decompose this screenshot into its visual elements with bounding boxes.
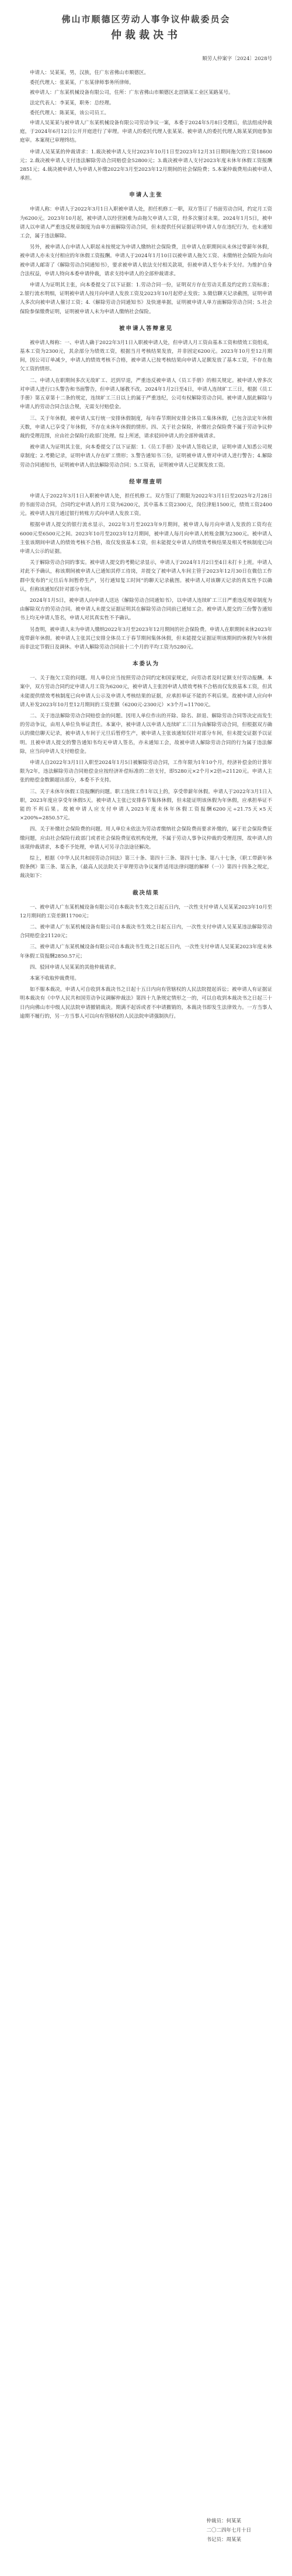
section-heading-defense: 被申请人答辩意见 xyxy=(119,325,173,332)
claims-paragraph: 申请人吴某某的仲裁请求：1.裁决被申请人支付2023年10月1日至2023年12月31日期间拖欠的工资18600元；2.裁决被申请人支付违法解除劳动合同赔偿金52800元；3.裁决被申请人支付2023年度未休年休假工资报酬2851元；4.裁决被申请人为申请人补缴2022年3月至2023年12月期间的社会保险费；5.本案仲裁费用由被申请人承担。 xyxy=(20,149,272,182)
parties-block xyxy=(20,69,272,118)
signature-block xyxy=(206,2517,251,2545)
defense-text: 被申请人辩称：一、申请人确于2022年3月1日入职被申请人处，但申请人月工资由基本工资和绩效工资组成，基本工资为2300元，其余部分为绩效工资，根据当月考核结果发放，并非固定6200元。2023年10月至12月期间，因公司订单减少，申请人的绩效考核不合格，被申请人已按考核结果向申请人足额发放了基本工资，不存在拖欠工资的情形。 xyxy=(20,339,272,373)
case-number: 顺劳人仲案字〔2024〕2028号 xyxy=(202,56,272,62)
facts-text: 关于解除劳动合同的事实。被申请人提交的考勤记录显示，申请人于2024年1月2日至4日未打卡上班。申请人对此不予确认，称该期间被申请人已通知其停工待岗，并提交了被申请人车间主管于2023年12月30日在微信工作群中发布的“元旦后车间暂停生产，另行通知复工时间”的聊天记录截图。被申请人对该聊天记录的真实性予以确认，但称该通知仅针对部分车间。 xyxy=(20,560,272,593)
defense-text: 被申请人为证明其主张，向本委提交了以下证据：1.《员工手册》及申请人签收记录，证明申请人知悉公司规章制度；2.考勤记录，证明申请人存在旷工情形；3.警告通知书三份，证明被申请人曾对申请人进行警告；4.解除劳动合同通知书，证明被申请人依法解除劳动合同；5.工资表，证明被申请人已足额发放工资。 xyxy=(20,444,272,468)
commission-title: 佛山市顺德区劳动人事争议仲裁委员会 xyxy=(61,14,231,24)
section-heading-opinion: 本委认为 xyxy=(132,661,159,668)
section-heading-ruling: 裁决结果 xyxy=(132,889,159,896)
ruling-item: 一、被申请人广东某机械设备有限公司自本裁决书生效之日起五日内，一次性支付申请人吴某某2023年10月至12月期间的工资差额11700元； xyxy=(20,904,272,919)
party-respondent: 被申请人：广东某机械设备有限公司，住所：广东省佛山市顺德区北滘镇某工业区某路某号。 xyxy=(30,90,234,96)
intro-paragraph: 申请人吴某某与被申请人广东某机械设备有限公司劳动争议一案，本委于2024年5月8日受理后，依法组成仲裁庭，于2024年6月12日公开开庭进行了审理。申请人的委托代理人张某某、被申请人的委托代理人陈某某到庭参加庭审。本案现已审理终结。 xyxy=(20,120,272,144)
party-applicant: 申请人：吴某某，男，汉族，住广东省佛山市顺德区。 xyxy=(30,70,150,76)
opinion-text: 一、关于拖欠工资的问题。用人单位应当按照劳动合同约定和国家规定，向劳动者及时足额支付劳动报酬。本案中，双方劳动合同约定申请人月工资为6200元，被申请人主张因申请人绩效考核不合格而仅发放基本工资，但其未能提供绩效考核制度已向申请人公示及申请人考核结果的证据，应承担举证不能的不利后果。故被申请人应向申请人补发2023年10月至12月期间的工资差额（6200元-2300元）×3个月=11700元。 xyxy=(20,675,272,708)
opinion-text: 三、关于未休年休假工资报酬的问题。职工连续工作1年以上的，享受带薪年休假。申请人于2022年3月1日入职，2023年度应享受年休假5天。被申请人主张已安排春节集体休假，但未能证明该休假为年休假，应承担举证不能的不利后果。故被申请人应支付申请人2023年度未休年休假工资报酬6200元÷21.75天×5天×200%=2850.57元。 xyxy=(20,788,272,822)
ruling-item: 二、被申请人广东某机械设备有限公司自本裁决书生效之日起五日内，一次性支付申请人吴某某违法解除劳动合同赔偿金21120元； xyxy=(20,924,272,940)
facts-text: 申请人于2022年3月1日入职被申请人处，担任机修工。双方签订了期限为2022年3月1日至2025年2月28日的书面劳动合同，合同约定申请人的月工资为6200元，其中基本工资2300元，岗位津贴1500元，绩效工资2400元。被申请人按月通过银行转账方式向申请人发放工资。 xyxy=(20,493,272,517)
facts-text: 根据申请人提交的银行流水显示，2022年3月至2023年9月期间，被申请人每月向申请人发放的工资均在6000元至6500元之间。2023年10月至2023年12月期间，被申请人每月向申请人转账金额为2300元。被申请人主张该期间申请人的绩效考核不合格，故仅发放基本工资，但未能提交申请人的绩效考核结果及相关考核制度已向申请人公示的证据。 xyxy=(20,522,272,555)
ruling-item: 四、驳回申请人吴某某的其他仲裁请求。 xyxy=(30,964,120,970)
section-heading-claims: 申请人主张 xyxy=(129,192,163,199)
claims-text: 申请人称：申请人于2022年3月1日入职被申请人处，担任机修工一职，双方签订了书面劳动合同，约定月工资为6200元。2023年10月起，被申请人以经营困难为由拖欠申请人工资，经多次催讨未果。2024年1月5日，被申请人以申请人严重违反规章制度为由单方面解除劳动合同，但未提供任何证据证明申请人存在违纪行为，也未通知工会，属于违法解除。 xyxy=(20,206,272,240)
party-applicant-agent: 委托代理人：张某某，广东某律师事务所律师。 xyxy=(30,80,134,86)
claims-text: 另外，被申请人自申请人入职起未按规定为申请人缴纳社会保险费，且申请人在职期间从未休过带薪年休假，被申请人亦未支付相应的年休假工资报酬。申请人于2024年1月10日以被申请人拖欠工资、未缴纳社会保险为由向被申请人邮寄了《解除劳动合同通知书》，要求被申请人依法支付相关款项，但被申请人至今未予支付。为维护自身合法权益，申请人特向本委申请仲裁，请求支持申请人的全部仲裁请求。 xyxy=(20,244,272,277)
facts-text: 2024年1月5日，被申请人向申请人送达《解除劳动合同通知书》，以申请人连续旷工三日严重违反规章制度为由解除双方的劳动合同。被申请人未提交证据证明其在解除劳动合同前已通知工会。被申请人提交的三份警告通知书上均无申请人签名，申请人对其真实性不予确认。 xyxy=(20,597,272,622)
opinion-text: 二、关于违法解除劳动合同赔偿金的问题。因用人单位作出的开除、除名、辞退、解除劳动合同等决定而发生的劳动争议，由用人单位负举证责任。本案中，被申请人以申请人连续旷工三日为由解除劳动合同，但根据双方确认的微信聊天记录，被申请人车间于元旦后暂停生产，被申请人主张该通知仅针对部分车间，但未提交证据予以证明。且被申请人提交的警告通知书均无申请人签名，亦未通知工会，故被申请人解除劳动合同的行为属于违法解除，应当向申请人支付赔偿金。 xyxy=(20,713,272,755)
opinion-text: 四、关于补缴社会保险费的问题。用人单位未依法为劳动者缴纳社会保险费而要求补缴的，属于社会保险费征缴问题，应由社会保险行政部门或者社会保险费征收机构处理，不属于劳动人事争议仲裁的受理范围，故申请人的该项仲裁请求，本委不予处理，申请人可另寻合法途径解决。 xyxy=(20,826,272,850)
appeal-notice: 如不服本裁决，申请人可自收到本裁决书之日起十五日内向有管辖权的人民法院提起诉讼；被申请人有证据证明本裁决有《中华人民共和国劳动争议调解仲裁法》第四十九条规定情形之一的，可以自收到本裁决书之日起三十日内向佛山市中级人民法院申请撤销裁决。期满不起诉或者不申请撤销的，本裁决书即发生法律效力。一方当事人逾期不履行的，另一方当事人可以向有管辖权的人民法院申请强制执行。 xyxy=(20,987,272,1019)
section-heading-facts: 经审理查明 xyxy=(129,478,163,485)
defense-text: 二、申请人在职期间多次无故旷工、迟到早退，严重违反被申请人《员工手册》的相关规定。被申请人曾多次对申请人进行口头警告和书面警告，但申请人屡教不改。2024年1月2日至4日，申请人连续旷工三日，根据《员工手册》第五章第十二条的规定，连续旷工三日以上的属于严重违纪，公司有权解除劳动合同。被申请人据此解除与申请人的劳动合同合法合规，无需支付赔偿金。 xyxy=(20,377,272,411)
party-legal-rep: 法定代表人：李某某，职务：总经理。 xyxy=(30,100,114,106)
opinion-text: 申请人自2022年3月1日入职至2024年1月5日被解除劳动合同，工作年限为1年10个月，经济补偿金的计算年限为2年，违法解除劳动合同赔偿金应按经济补偿标准的二倍支付，即5280元×2个月×2倍=21120元。申请人主张的赔偿金数额超出部分，本委不予支持。 xyxy=(20,760,272,784)
document-type-title: 仲裁裁决书 xyxy=(111,29,181,41)
ruling-item: 三、被申请人广东某机械设备有限公司自本裁决书生效之日起五日内，一次性支付申请人吴某某2023年度未休年休假工资报酬2850.57元； xyxy=(20,944,272,959)
clerk-signature: 书记员：周某某 xyxy=(206,2537,241,2543)
opinion-text: 综上，根据《中华人民共和国劳动合同法》第三十条、第四十三条、第四十七条、第八十七条，《职工带薪年休假条例》第三条、第五条，《最高人民法院关于审理劳动争议案件适用法律问题的解释（一）》第四十四条之规定，裁决如下： xyxy=(20,856,272,879)
arbitrator-signature: 仲裁员：何某某 xyxy=(206,2518,241,2524)
defense-text: 三、关于年休假，被申请人实行统一安排休假制度，每年春节期间安排全体员工集体休假，已包含法定年休假天数，申请人已享受了年休假，不存在未休年休假的情形。四、关于社会保险，补缴社会保险费不属于劳动争议仲裁的受理范围，应由社会保险行政部门处理。综上所述，请求驳回申请人的全部仲裁请求。 xyxy=(20,415,272,439)
ruling-fee-note: 本案不收取仲裁费用。 xyxy=(30,976,80,982)
party-respondent-agent: 委托代理人：陈某某，该公司员工。 xyxy=(30,110,110,116)
award-date: 二〇二四年七月十日 xyxy=(206,2528,251,2533)
facts-text: 另查明，被申请人未为申请人缴纳2022年3月至2023年12月期间的社会保险费。申请人在职期间未休2023年度带薪年休假。被申请人主张其已安排全体员工于春节期间集体休假，但未能提交证据证明该期间的休假为年休假而非法定节假日及调休。申请人解除劳动合同前十二个月的平均工资为5280元。 xyxy=(20,626,272,650)
claims-text: 申请人为证明其主张，向本委提交了以下证据：1.劳动合同一份，证明双方存在劳动关系及约定的工资标准；2.银行流水明细，证明被申请人按月向申请人发放工资及2023年10月起停止发放；3.微信聊天记录截图，证明申请人多次向被申请人催讨工资；4.《解除劳动合同通知书》及快递单据，证明被申请人单方面解除劳动合同；5.社会保险参保缴费证明，证明被申请人未为申请人缴纳社会保险。 xyxy=(20,282,272,315)
